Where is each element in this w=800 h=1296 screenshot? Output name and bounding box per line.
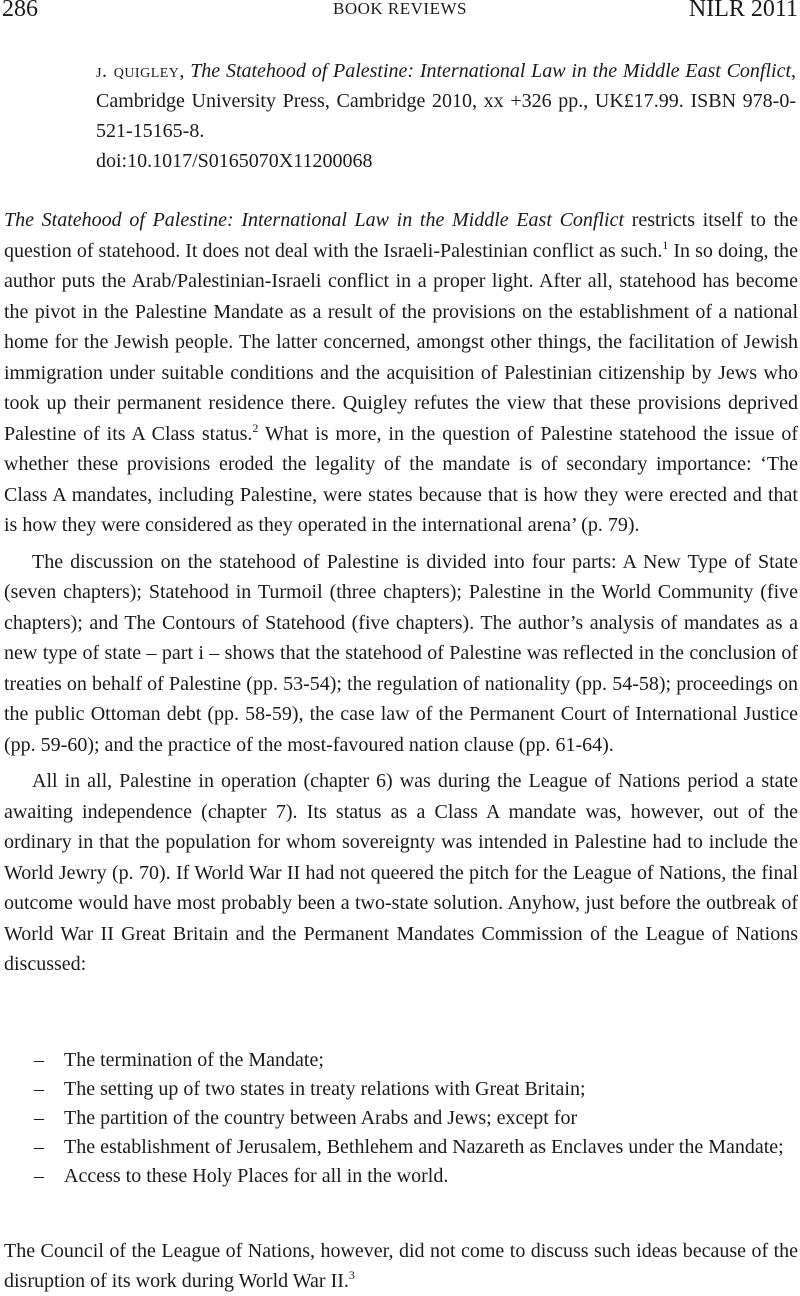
list-item xyxy=(4,1162,798,1191)
paragraph-1-part-b: In so doing, the author puts the Arab/Palestinian-Israeli conflict in a proper light. After all, statehood has become the pivot in the Palestine Mandate as a result of the provisions on the establishment of a national home for the Jewish people. The latter concerned, amongst other things, the facilitation of Jewish immigration under suitable conditions and the acquisition of Palestinian citizenship by Jews who took up their permanent residence there. Quigley refutes the view that these provisions deprived Palestine of its A Class status. xyxy=(4,239,798,445)
list-item xyxy=(4,1133,798,1162)
footnote-ref-2: 2 xyxy=(252,420,259,435)
list-dash: – xyxy=(34,1165,44,1187)
footnote-ref-1: 1 xyxy=(662,237,669,252)
paragraph-3: All in all, Palestine in operation (chapter 6) was during the League of Nations period a state awaiting independence (chapter 7). Its status as a Class A mandate was, however, out of the ordinary in that the population for whom sovereignty was intended in Palestine had to include the World Jewry (p. 70). If World War II had not queered the pitch for the League of Nations, the final outcome would have most probably been a two-state solution. Anyhow, just before the outbreak of World War II Great Britain and the Permanent Mandates Commission of the League of Nations discussed: xyxy=(4,770,798,975)
page-number: 286 xyxy=(2,0,38,22)
paragraph-1-title: The Statehood of Palestine: International Law in the Middle East Conflict xyxy=(4,209,625,231)
running-title: BOOK REVIEWS xyxy=(333,0,467,18)
paragraph-1-part-a: restricts itself to the question of statehood. It does not deal with the Israeli-Palestinian conflict as such. xyxy=(4,209,798,262)
list-dash: – xyxy=(34,1107,44,1129)
journal-label: NILR 2011 xyxy=(688,0,798,22)
list-item xyxy=(4,1046,798,1075)
review-body xyxy=(4,205,798,980)
list-dash: – xyxy=(34,1136,44,1158)
paragraph-2: The discussion on the statehood of Palestine is divided into four parts: A New Type of State (seven chapters); Statehood in Turmoil (three chapters); Palestine in the World Community (five chapters); and The Contours of Statehood (five chapters). The author’s analysis of mandates as a new type of state – part i – shows that the statehood of Palestine was reflected in the conclusion of treaties on behalf of Palestine (pp. 53-54); the regulation of nationality (pp. 54-58); proceedings on the public Ottoman debt (pp. 58-59), the case law of the Permanent Court of International Justice (pp. 59-60); and the practice of the most-favoured nation clause (pp. 61-64). xyxy=(4,550,798,756)
paragraph-1-part-c: What is more, in the question of Palestine statehood the issue of whether these provisions eroded the legality of the mandate is of secondary importance: ‘The Class A mandates, including Palestine, were states because that is how they were erected and that is how they were considered as they operated in the international arena’ (p. 79). xyxy=(4,422,798,536)
list-item-text: The establishment of Jerusalem, Bethlehem and Nazareth as Enclaves under the Mandate; xyxy=(64,1136,784,1158)
citation-book-title: The Statehood of Palestine: International Law in the Middle East Conflict xyxy=(190,60,792,82)
list-item-text: The partition of the country between Arabs and Jews; except for xyxy=(64,1107,578,1129)
list-item-text: The termination of the Mandate; xyxy=(64,1049,324,1071)
citation-separator: , xyxy=(179,60,191,82)
footnote-ref-3: 3 xyxy=(348,1268,355,1282)
paragraph-1 xyxy=(4,205,798,541)
list-dash: – xyxy=(34,1078,44,1100)
discussion-list xyxy=(4,1046,798,1191)
list-item-text: Access to these Holy Places for all in the world. xyxy=(64,1165,449,1187)
citation-doi: doi:10.1017/S0165070X11200068 xyxy=(96,150,373,172)
list-item-text: The setting up of two states in treaty relations with Great Britain; xyxy=(64,1078,586,1100)
list-item xyxy=(4,1075,798,1104)
book-citation xyxy=(96,56,796,146)
closing-paragraph xyxy=(4,1236,798,1296)
citation-details: , Cambridge University Press, Cambridge 2010, xx +326 pp., UK£17.99. ISBN 978-0-521-15165-8. xyxy=(96,60,797,142)
page-header xyxy=(0,0,800,26)
list-dash: – xyxy=(34,1049,44,1071)
citation-author: j. quigley xyxy=(96,60,180,82)
list-item xyxy=(4,1104,798,1133)
closing-text: The Council of the League of Nations, however, did not come to discuss such ideas because of the disruption of its work during World War II. xyxy=(4,1240,798,1292)
